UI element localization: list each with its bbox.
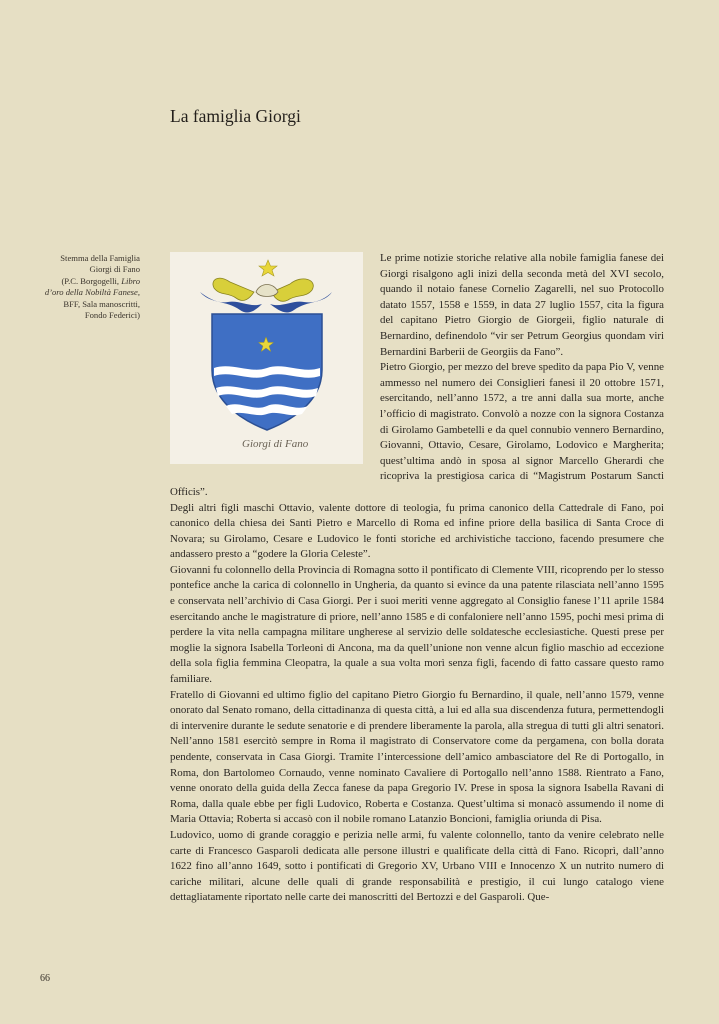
paragraph: Degli altri figli maschi Ottavio, valente dottore di teologia, fu prima canonico della Cattedrale di Fano, poi canonico della chiesa dei Santi Pietro e Marcello di Roma ed infine priore della basilica di Santa Croce di Novara; su Girolamo, Cesare e Ludovico le fonti storiche ed archivistiche tacciono, facendo presumere che andassero presto a “godere la Gloria Celeste”. [170,501,664,561]
paragraph: Le prime notizie storiche relative alla nobile famiglia fanese dei Giorgi risalgono agli inizi della seconda metà del XVI secolo, quando il notaio fanese Cornelio Zagarelli, nel suo Protocollo datato 1557, 1558 e 1559, in data 27 luglio 1557, cita la figura del capitano Pietro Giorgio de Giorgeii, figlio naturale di Bernardino, definendolo “vir ser Petrum Georgius quondam viri Bernardini Barberii de Georgiis da Fano”. [380,252,664,358]
paragraph: Ludovico, uomo di grande coraggio e perizia nelle armi, fu valente colonnello, tanto da venire celebrato nelle carte di Francesco Gasparoli dedicata alle persone illustri e qualificate della città di Fano. Ricoprì, dall’anno 1622 fino all’anno 1649, sotto i pontificati di Gregorio XV, Urbano VIII e Innocenzo X un nutrito numero di cariche militari, alcune delle quali di grande responsabilità e prestigio, il cui lungo catalogo viene dettagliatamente riportato nelle carte dei manoscritti del Bertozzi e del Gasparoli. Que- [170,828,664,904]
paragraph: Fratello di Giovanni ed ultimo figlio del capitano Pietro Giorgio fu Bernardino, il quale, nell’anno 1579, venne onorato dal Senato romano, della cittadinanza di questa città, a lui ed alla sua discendenza futura, permettendogli di intervenire durante le sedute senatorie e di prendere liberamente la parola, alla stregua di tutti gli altri senatori. Nell’anno 1581 esercitò sempre in Roma il magistrato di Conservatore come da pergamena, con bolla dorata pendente, conservata in Casa Giorgi. Tramite l’intercessione dell’amico ambasciatore del Re di Portogallo, in Roma, don Bartolomeo Cornaudo, venne nominato Cavaliere di Portogallo nell’anno 1588. Rientrato a Fano, venne onorato della guida della Zecca fanese da papa Gregorio IV. Prese in sposa la signora Isabella Ravani di Roma, dalla quale ebbe per figli Ludovico, Roberta e Costanza. Quest’ultima si monacò assumendo il nome di Maria Ottavia; Roberta si accasò con il nobile romano Latanzio Boncioni, famiglia oriunda di Pisa. [170,688,664,826]
caption-line [28,287,140,298]
figure-caption [28,253,140,321]
caption-line: BFF, Sala manoscritti, [63,298,140,309]
caption-line: Stemma della Famiglia [60,253,140,263]
page-number: 66 [40,973,50,984]
paragraph: Pietro Giorgio, per mezzo del breve spedito da papa Pio V, venne ammesso nel numero dei Consiglieri fanesi il 20 ottobre 1571, esercitando, nell’anno 1572, a tre anni dalla sua morte, anche l’officio di magistrato. Convolò a nozze con la signora Costanza di Girolamo Gambetelli e da quel connubio vennero Bernardino, Giovanni, Ottavio, Cesare, Girolamo, Lodovico e Margherita; quest’ultima andò in sposa al signor Marcello Gherardi che ricopriva la prestigiosa carica di “Magistrum Postarum Sancti Officis”. [170,361,664,498]
paragraph: Giovanni fu colonnello della Provincia di Romagna sotto il pontificato di Clemente VIII, ricoprendo per lo stesso pontefice anche la carica di colonnello in Ungheria, da quanto si evince da una patente rilasciata nell’anno 1595 e conservata nell’archivio di Casa Giorgi. Per i suoi meriti venne aggregato al Consiglio fanese l’11 aprile 1584 esercitando anche le magistrature di priore, nell’anno 1585 e di confaloniere nell’anno 1595, pochi mesi prima di perdere la vita nella campagna militare ungherese al servizio delle soldatesche ecclesiastiche. Questi prese per moglie la signora Isabella Torleoni di Ancona, ma da quell’unione non venne alcun figlio maschio ad eccezione della sola figlia femmina Cleopatra, la quale a sua volta morì senza figli, facendo di fatto cassare questo ramo familiare. [170,563,664,686]
caption-text: , [137,287,140,298]
caption-line: Fondo Federici) [84,310,140,321]
caption-line: Giorgi di Fano [89,264,140,275]
caption-book-title: Libro [121,275,140,286]
article-body [170,251,664,906]
coat-of-arms-signature: Giorgi di Fano [242,438,309,450]
caption-book-title: d’oro della Nobiltà Fanese [44,287,138,298]
caption-line [28,276,140,287]
figure-float-spacer [170,251,380,479]
caption-text: (P.C. Borgogelli, [61,275,122,286]
page-title: La famiglia Giorgi [170,106,301,126]
